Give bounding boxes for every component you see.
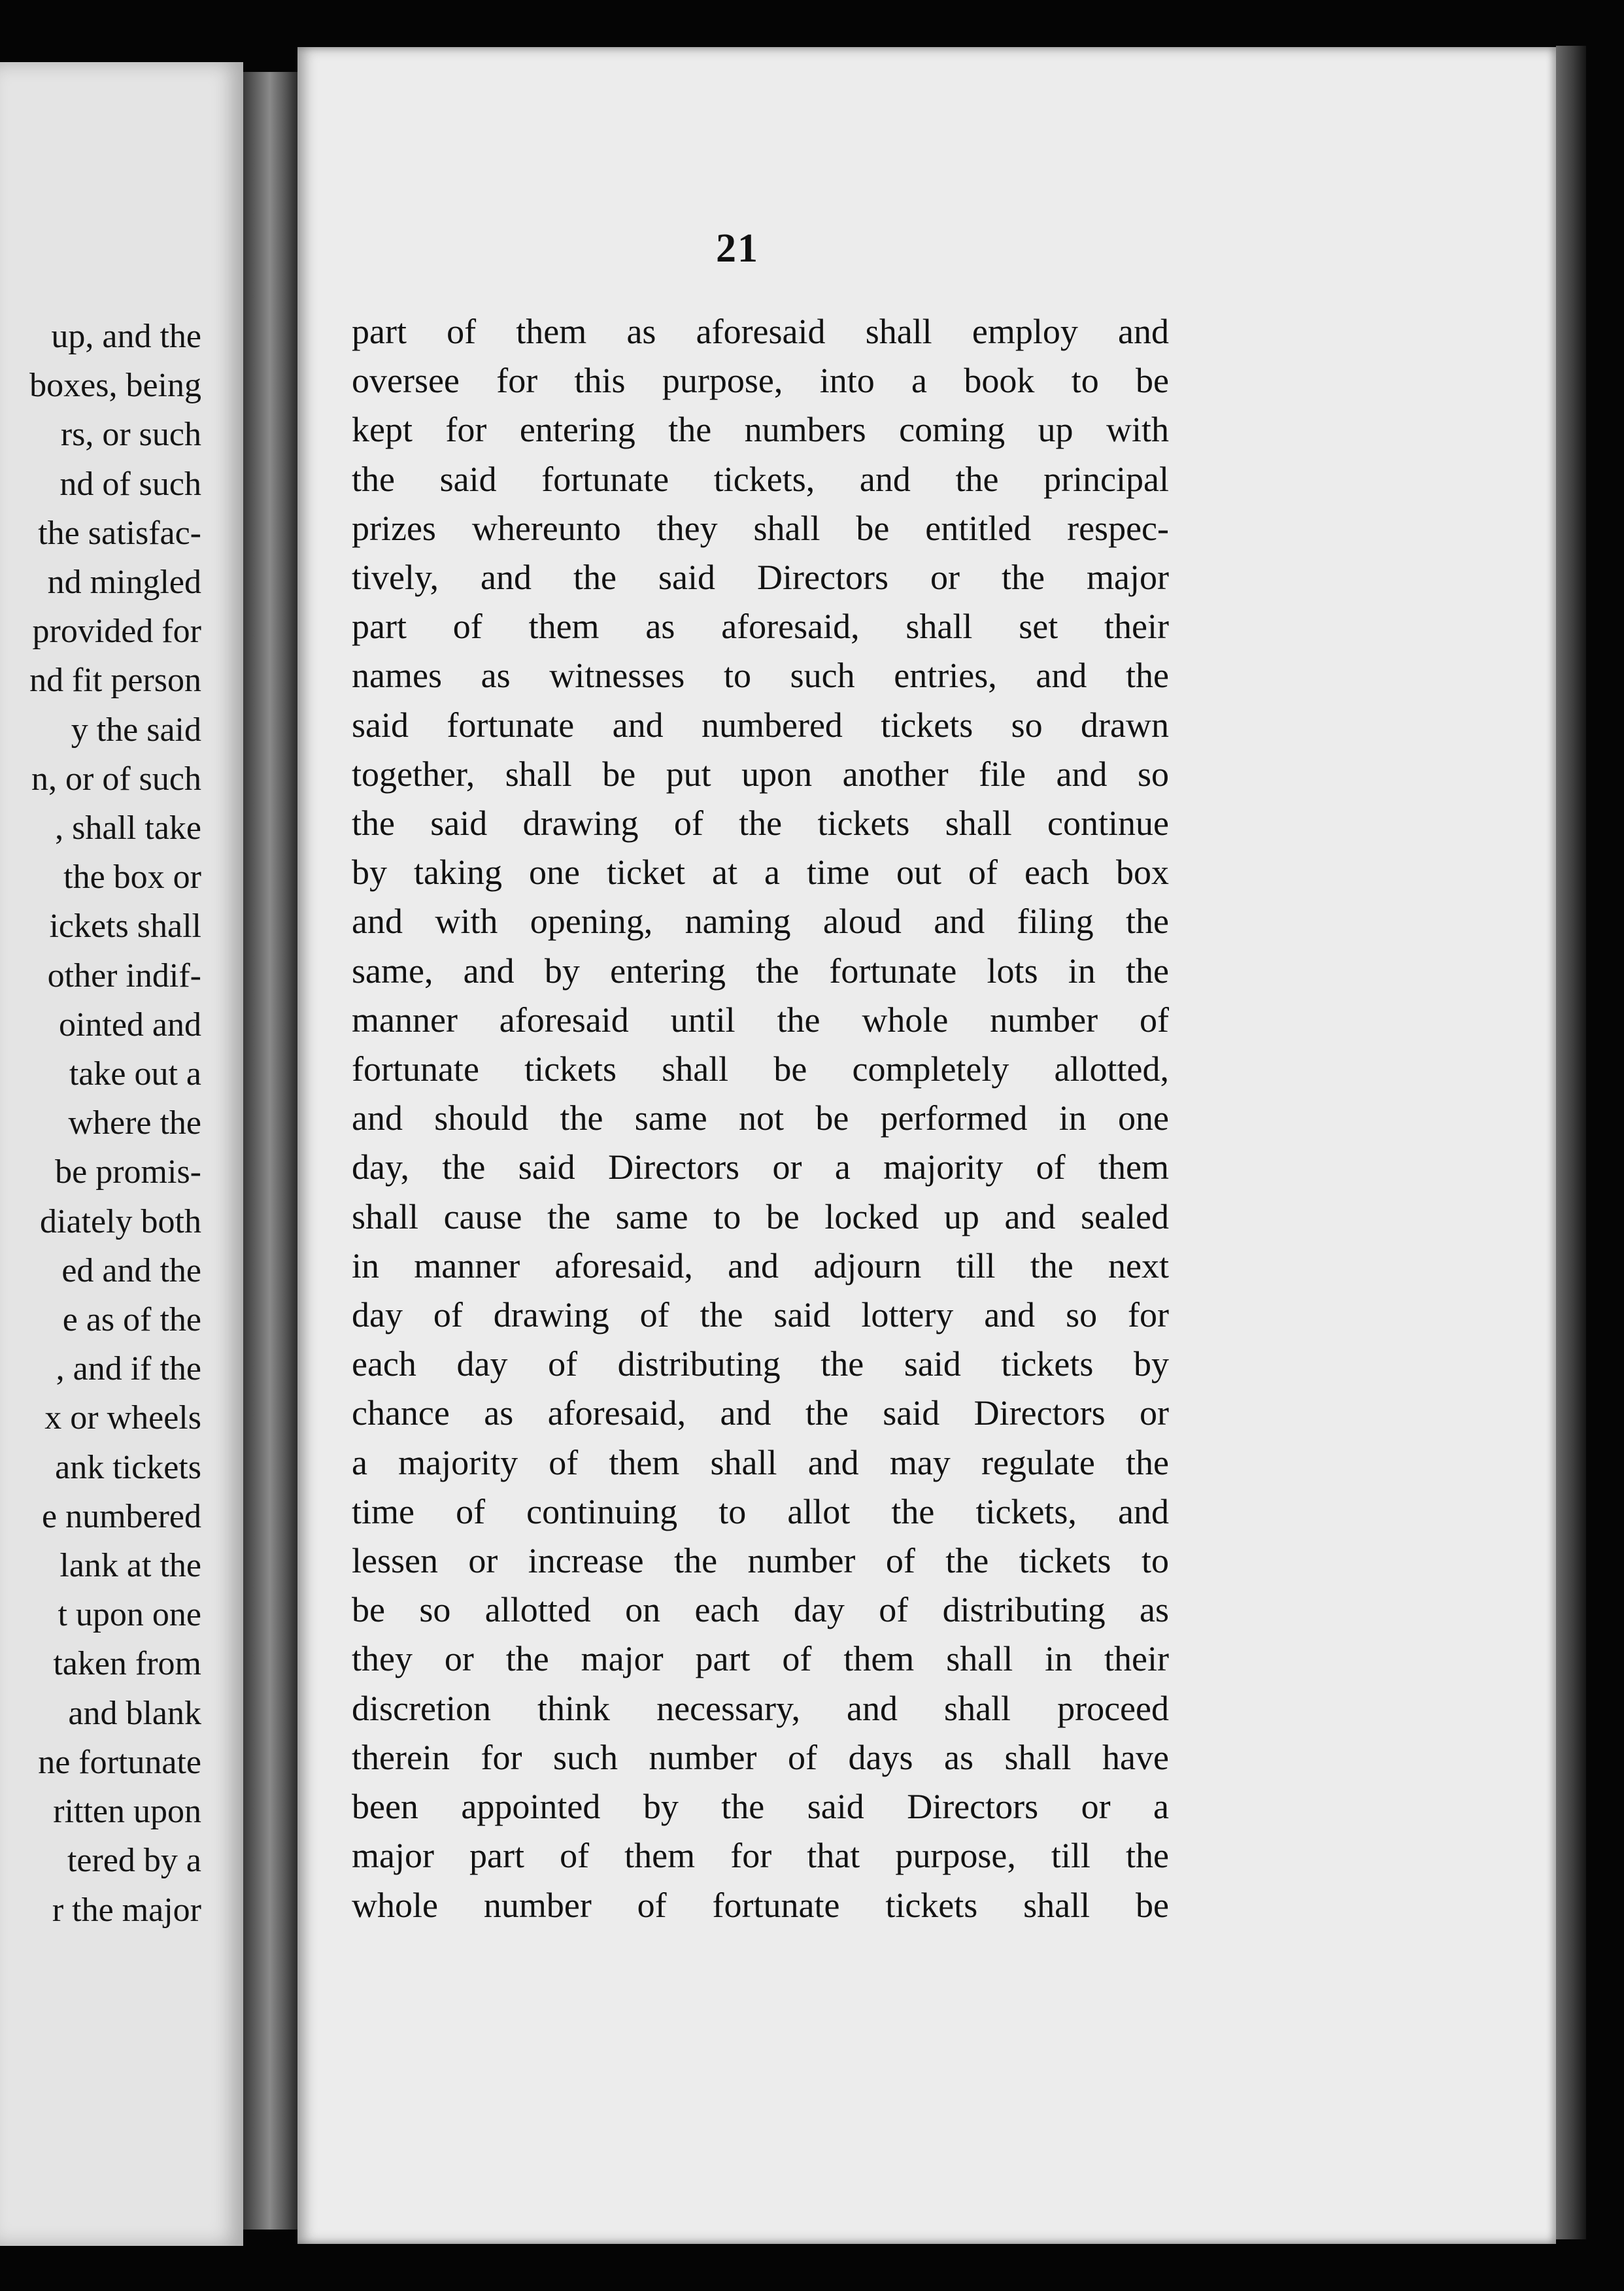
facing-text-line: and blank — [68, 1694, 201, 1732]
facing-text-line: ank tickets — [55, 1448, 201, 1486]
text-line: the said drawing of the tickets shall continue — [352, 804, 1169, 843]
facing-text-line: provided for — [32, 613, 201, 651]
facing-text-line: , shall take — [55, 809, 201, 847]
facing-text-line: tered by a — [67, 1842, 201, 1880]
facing-text-line: taken from — [53, 1645, 201, 1683]
text-line: part of them as aforesaid, shall set their — [352, 607, 1169, 647]
book-gutter — [243, 72, 302, 2230]
facing-text-line: y the said — [71, 711, 201, 749]
text-line: time of continuing to allot the tickets, and — [352, 1491, 1169, 1531]
text-line: shall cause the same to be locked up and sealed — [352, 1196, 1169, 1236]
facing-text-line: x or wheels — [44, 1399, 201, 1437]
facing-text-line: ed and the — [61, 1251, 201, 1289]
text-line: part of them as aforesaid shall employ and — [352, 312, 1169, 351]
text-line: each day of distributing the said tickets by — [352, 1344, 1169, 1384]
facing-text-line: nd fit person — [29, 662, 201, 700]
text-line: kept for entering the numbers coming up with — [352, 410, 1169, 450]
text-line: tively, and the said Directors or the major — [352, 558, 1169, 598]
page-edge — [1556, 46, 1586, 2239]
page-body-text — [352, 307, 1169, 1930]
text-line: together, shall be put upon another file and so — [352, 754, 1169, 794]
facing-text-line: the box or — [63, 858, 201, 896]
facing-text-line: ritten upon — [53, 1793, 201, 1831]
facing-text-line: nd of such — [59, 465, 201, 503]
text-line: lessen or increase the number of the tickets to — [352, 1541, 1169, 1581]
text-line: fortunate tickets shall be completely allotted, — [352, 1049, 1169, 1089]
text-line: whole number of fortunate tickets shall be — [352, 1885, 1169, 1925]
facing-page — [0, 62, 243, 2246]
text-line: discretion think necessary, and shall proceed — [352, 1688, 1169, 1728]
text-line: day, the said Directors or a majority of them — [352, 1147, 1169, 1187]
facing-text-line: diately both — [40, 1202, 201, 1240]
facing-text-line: boxes, being — [29, 367, 201, 405]
facing-text-line: where the — [68, 1104, 201, 1142]
facing-text-line: e numbered — [41, 1497, 201, 1535]
text-line: they or the major part of them shall in their — [352, 1639, 1169, 1679]
text-line: therein for such number of days as shall have — [352, 1737, 1169, 1777]
text-line: chance as aforesaid, and the said Directors or — [352, 1393, 1169, 1433]
text-line: prizes whereunto they shall be entitled respec- — [352, 508, 1169, 548]
facing-text-line: nd mingled — [47, 564, 201, 602]
text-line: and should the same not be performed in one — [352, 1098, 1169, 1138]
text-line: manner aforesaid until the whole number of — [352, 1000, 1169, 1040]
text-line: be so allotted on each day of distributing as — [352, 1590, 1169, 1630]
text-line: been appointed by the said Directors or a — [352, 1787, 1169, 1827]
facing-text-line: the satisfac- — [38, 514, 201, 552]
text-line: said fortunate and numbered tickets so drawn — [352, 705, 1169, 745]
facing-text-line: take out a — [69, 1055, 201, 1093]
facing-text-line: be promis- — [55, 1153, 201, 1191]
text-line: in manner aforesaid, and adjourn till the next — [352, 1246, 1169, 1285]
page-number: 21 — [716, 226, 759, 271]
text-line: and with opening, naming aloud and filing the — [352, 902, 1169, 942]
facing-text-line: lank at the — [59, 1547, 201, 1585]
facing-text-line: n, or of such — [31, 760, 201, 798]
text-line: major part of them for that purpose, till the — [352, 1836, 1169, 1876]
facing-text-line: r the major — [52, 1891, 201, 1929]
facing-text-line: other indif- — [47, 957, 201, 994]
text-line: oversee for this purpose, into a book to be — [352, 361, 1169, 401]
text-line: day of drawing of the said lottery and so for — [352, 1295, 1169, 1335]
facing-page-text — [0, 312, 201, 1935]
facing-text-line: ickets shall — [49, 908, 201, 945]
facing-text-line: rs, or such — [60, 416, 201, 454]
text-line: a majority of them shall and may regulate the — [352, 1442, 1169, 1482]
text-line: by taking one ticket at a time out of each box — [352, 853, 1169, 892]
text-line: the said fortunate tickets, and the principal — [352, 459, 1169, 499]
text-line: same, and by entering the fortunate lots in the — [352, 951, 1169, 991]
facing-text-line: t upon one — [58, 1596, 201, 1634]
facing-text-line: up, and the — [51, 318, 201, 355]
facing-text-line: e as of the — [62, 1301, 201, 1339]
text-line: names as witnesses to such entries, and the — [352, 656, 1169, 696]
facing-text-line: , and if the — [56, 1350, 201, 1388]
facing-text-line: ne fortunate — [38, 1743, 201, 1781]
facing-text-line: ointed and — [58, 1006, 201, 1044]
